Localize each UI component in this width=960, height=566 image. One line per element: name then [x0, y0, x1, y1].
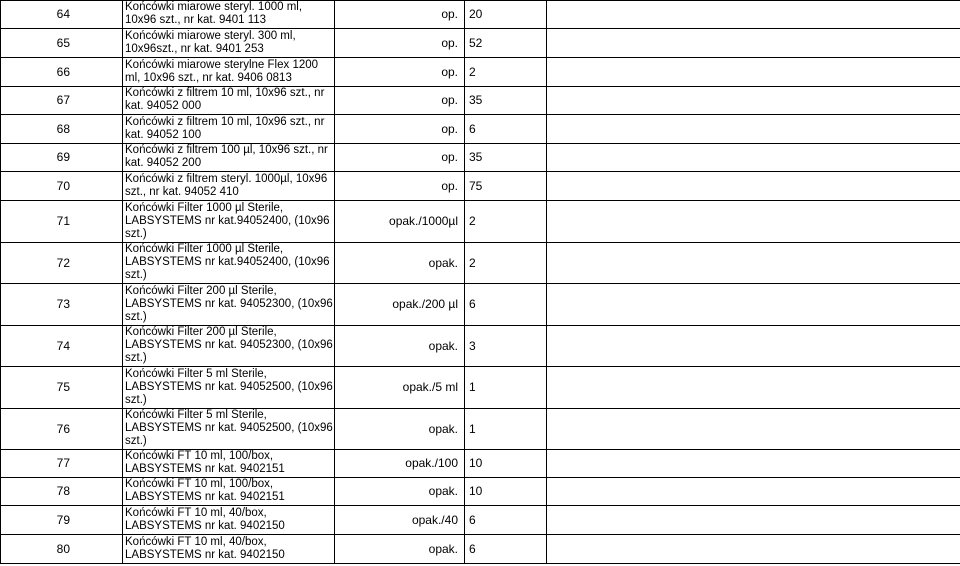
row-number: 65: [1, 29, 123, 58]
row-number: 80: [1, 535, 123, 564]
unit: opak./40: [335, 506, 465, 535]
product-name: Końcówki FT 10 ml, 100/box, LABSYSTEMS nr kat. 9402151: [123, 450, 335, 478]
product-name: Końcówki z filtrem steryl. 1000µl, 10x96 szt., nr kat. 94052 410: [123, 172, 335, 201]
product-name: Końcówki miarowe sterylne Flex 1200 ml, 10x96 szt., nr kat. 9406 0813: [123, 58, 335, 87]
table-row: [1, 172, 960, 201]
empty-cell: [547, 115, 960, 144]
product-name: Końcówki Filter 5 ml Sterile, LABSYSTEMS nr kat. 94052500, (10x96 szt.): [123, 409, 335, 450]
quantity: 6: [465, 506, 547, 535]
quantity: 35: [465, 144, 547, 172]
unit: op.: [335, 58, 465, 87]
table-row: [1, 284, 960, 326]
row-number: 64: [1, 1, 123, 29]
empty-cell: [547, 58, 960, 87]
table-row: [1, 506, 960, 535]
product-name: Końcówki miarowe steryl. 300 ml, 10x96szt., nr kat. 9401 253: [123, 29, 335, 58]
row-number: 72: [1, 243, 123, 284]
table-row: [1, 478, 960, 506]
empty-cell: [547, 478, 960, 506]
quantity: 1: [465, 367, 547, 409]
product-name: Końcówki Filter 1000 µl Sterile, LABSYSTEMS nr kat.94052400, (10x96 szt.): [123, 243, 335, 284]
quantity: 20: [465, 1, 547, 29]
empty-cell: [547, 201, 960, 243]
unit: opak.: [335, 478, 465, 506]
row-number: 75: [1, 367, 123, 409]
empty-cell: [547, 284, 960, 326]
table-row: [1, 535, 960, 564]
unit: opak.: [335, 409, 465, 450]
unit: op.: [335, 144, 465, 172]
empty-cell: [547, 1, 960, 29]
quantity: 6: [465, 284, 547, 326]
quantity: 52: [465, 29, 547, 58]
row-number: 76: [1, 409, 123, 450]
row-number: 70: [1, 172, 123, 201]
unit: opak./100: [335, 450, 465, 478]
product-name: Końcówki Filter 200 µl Sterile, LABSYSTEMS nr kat. 94052300, (10x96 szt.): [123, 284, 335, 326]
row-number: 68: [1, 115, 123, 144]
empty-cell: [547, 506, 960, 535]
table-row: [1, 87, 960, 115]
row-number: 67: [1, 87, 123, 115]
product-name: Końcówki Filter 5 ml Sterile, LABSYSTEMS nr kat. 94052500, (10x96 szt.): [123, 367, 335, 409]
quantity: 10: [465, 450, 547, 478]
quantity: 6: [465, 115, 547, 144]
unit: opak.: [335, 243, 465, 284]
product-name: Końcówki FT 10 ml, 100/box, LABSYSTEMS nr kat. 9402151: [123, 478, 335, 506]
table-row: [1, 201, 960, 243]
empty-cell: [547, 29, 960, 58]
product-name: Końcówki z filtrem 10 ml, 10x96 szt., nr kat. 94052 100: [123, 115, 335, 144]
table-row: [1, 367, 960, 409]
unit: op.: [335, 29, 465, 58]
quantity: 35: [465, 87, 547, 115]
empty-cell: [547, 367, 960, 409]
table-row: [1, 1, 960, 29]
unit: op.: [335, 172, 465, 201]
product-name: Końcówki FT 10 ml, 40/box, LABSYSTEMS nr kat. 9402150: [123, 506, 335, 535]
product-name: Końcówki Filter 200 µl Sterile, LABSYSTEMS nr kat. 94052300, (10x96 szt.): [123, 326, 335, 367]
product-name: Końcówki z filtrem 10 ml, 10x96 szt., nr kat. 94052 000: [123, 87, 335, 115]
empty-cell: [547, 243, 960, 284]
product-name: Końcówki z filtrem 100 µl, 10x96 szt., nr kat. 94052 200: [123, 144, 335, 172]
row-number: 71: [1, 201, 123, 243]
empty-cell: [547, 172, 960, 201]
quantity: 1: [465, 409, 547, 450]
table-row: [1, 450, 960, 478]
quantity: 2: [465, 243, 547, 284]
empty-cell: [547, 409, 960, 450]
table-row: [1, 29, 960, 58]
unit: opak./5 ml: [335, 367, 465, 409]
row-number: 74: [1, 326, 123, 367]
unit: op.: [335, 115, 465, 144]
row-number: 77: [1, 450, 123, 478]
quantity: 3: [465, 326, 547, 367]
product-name: Końcówki miarowe steryl. 1000 ml, 10x96 szt., nr kat. 9401 113: [123, 1, 335, 29]
unit: opak.: [335, 326, 465, 367]
product-name: Końcówki Filter 1000 µl Sterile, LABSYSTEMS nr kat.94052400, (10x96 szt.): [123, 201, 335, 243]
unit: opak.: [335, 535, 465, 564]
quantity: 2: [465, 58, 547, 87]
quantity: 75: [465, 172, 547, 201]
empty-cell: [547, 450, 960, 478]
table-row: [1, 243, 960, 284]
table-row: [1, 409, 960, 450]
table-row: [1, 58, 960, 87]
unit: opak./1000µl: [335, 201, 465, 243]
empty-cell: [547, 326, 960, 367]
table-row: [1, 115, 960, 144]
empty-cell: [547, 87, 960, 115]
quantity: 2: [465, 201, 547, 243]
row-number: 78: [1, 478, 123, 506]
empty-cell: [547, 535, 960, 564]
row-number: 73: [1, 284, 123, 326]
unit: opak./200 µl: [335, 284, 465, 326]
empty-cell: [547, 144, 960, 172]
unit: op.: [335, 1, 465, 29]
row-number: 79: [1, 506, 123, 535]
quantity: 10: [465, 478, 547, 506]
row-number: 66: [1, 58, 123, 87]
unit: op.: [335, 87, 465, 115]
row-number: 69: [1, 144, 123, 172]
table-row: [1, 326, 960, 367]
product-name: Końcówki FT 10 ml, 40/box, LABSYSTEMS nr kat. 9402150: [123, 535, 335, 564]
table-row: [1, 144, 960, 172]
quantity: 6: [465, 535, 547, 564]
